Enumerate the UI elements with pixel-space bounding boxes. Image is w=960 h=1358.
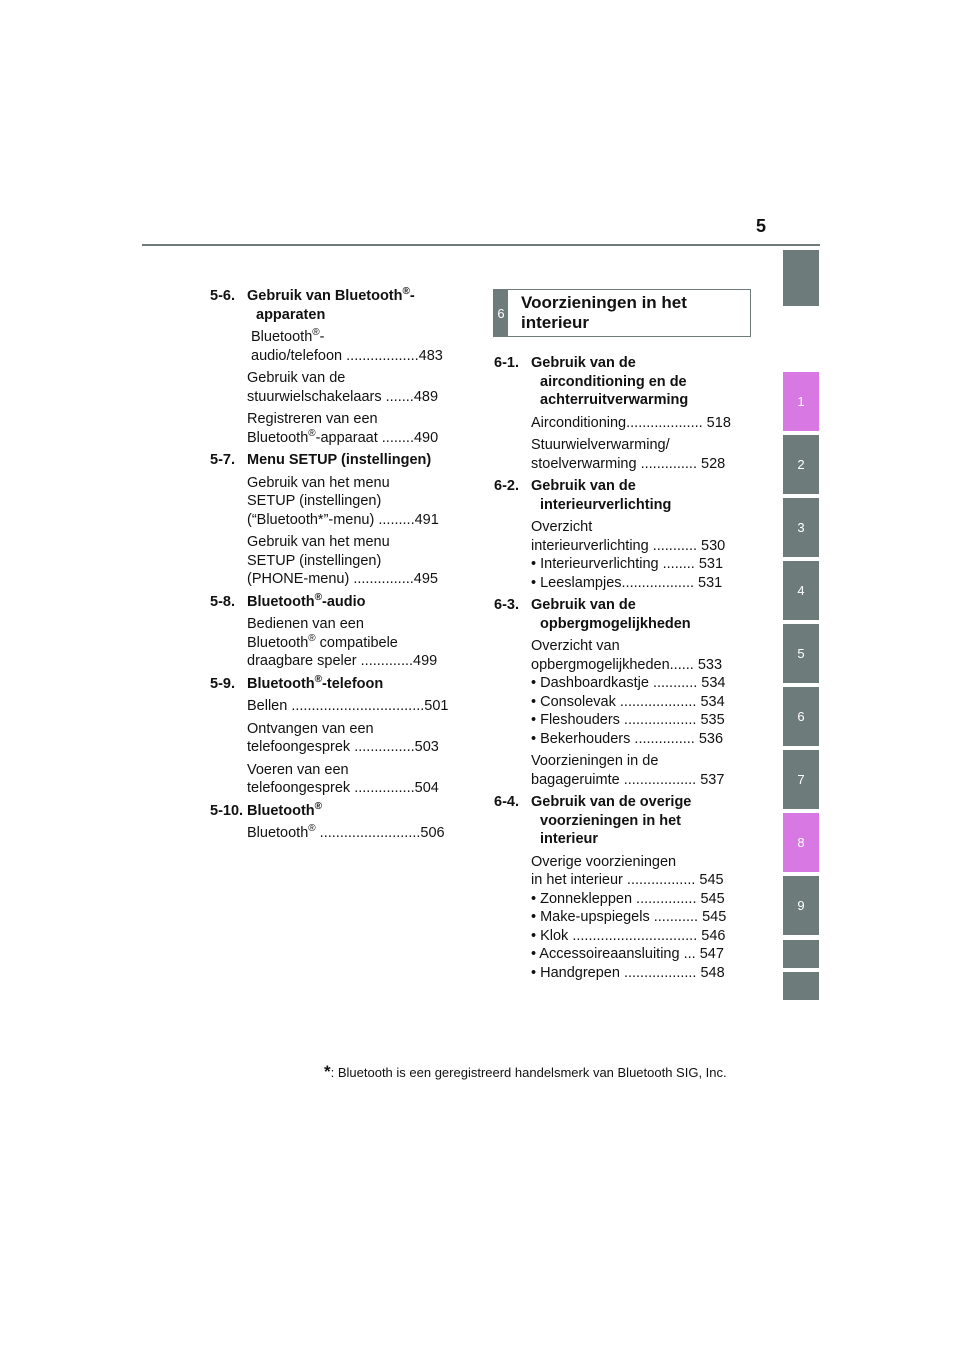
- toc-entry[interactable]: Gebruik van de stuurwielschakelaars .......489: [247, 370, 439, 405]
- section-title: Gebruik van de overige voorzieningen in het interieur: [531, 794, 692, 847]
- section-title: Gebruik van de interieurverlichting: [531, 478, 672, 513]
- section-tab-9[interactable]: 9: [783, 876, 819, 935]
- toc-entry[interactable]: Ontvangen van een telefoongesprek ...............503: [247, 720, 439, 755]
- toc-section-6-4[interactable]: [494, 793, 742, 849]
- section-title: Bluetooth®: [247, 800, 323, 819]
- toc-entry[interactable]: Overzicht van opbergmogelijkheden...... 533 • Dashboardkastje ........... 534 • Consolevak ................... 534 • Fleshouders .................. 535 • Bekerhouders ............... 536: [531, 638, 726, 747]
- section-tab-blank-bottom-1: [783, 940, 819, 968]
- toc-entry[interactable]: Gebruik van het menu SETUP (instellingen) (“Bluetooth*”-menu) .........491: [247, 474, 439, 528]
- section-tab-blank-bottom-2: [783, 972, 819, 1000]
- section-title: Bluetooth®-audio: [247, 591, 366, 610]
- section-tab-4[interactable]: 4: [783, 561, 819, 620]
- toc-right-column: [494, 354, 742, 986]
- section-tab-5[interactable]: 5: [783, 624, 819, 683]
- section-title: Menu SETUP (instellingen): [247, 452, 432, 468]
- section-number: 5-10.: [210, 802, 244, 819]
- toc-section-6-2[interactable]: [494, 477, 742, 514]
- toc-entry[interactable]: Bluetooth®- audio/telefoon ..................483: [251, 327, 443, 364]
- section-number: 6-2.: [494, 478, 519, 494]
- section-number: 5-8.: [210, 593, 235, 610]
- section-title: Gebruik van de airconditioning en de achterruitverwarming: [531, 355, 689, 408]
- toc-entry[interactable]: Voorzieningen in de bagageruimte .................. 537: [531, 753, 725, 788]
- toc-entry[interactable]: Voeren van een telefoongesprek ...............504: [247, 761, 439, 796]
- toc-section-5-7[interactable]: [210, 451, 460, 470]
- footnote: [324, 1062, 727, 1082]
- toc-entry[interactable]: Gebruik van het menu SETUP (instellingen) (PHONE-menu) ...............495: [247, 534, 438, 587]
- toc-entry[interactable]: Registreren van een Bluetooth®-apparaat ........490: [247, 411, 439, 446]
- toc-section-5-10[interactable]: [210, 802, 460, 821]
- footnote-asterisk: *: [324, 1062, 331, 1081]
- page-number: 5: [756, 216, 767, 236]
- toc-section-6-3[interactable]: [494, 596, 742, 633]
- toc-entry[interactable]: Stuurwielverwarming/ stoelverwarming .............. 528: [531, 437, 726, 472]
- toc-left-column: [210, 287, 460, 847]
- section-number: 5-9.: [210, 675, 235, 692]
- section-title: Gebruik van de opbergmogelijkheden: [531, 597, 691, 632]
- section-title: Bluetooth®-telefoon: [247, 673, 384, 692]
- toc-entry[interactable]: Bellen .................................501: [247, 698, 449, 714]
- section-title: Gebruik van Bluetooth®- apparaten: [247, 286, 415, 323]
- section-tab-7[interactable]: 7: [783, 750, 819, 809]
- toc-section-5-8[interactable]: [210, 593, 460, 612]
- top-rule: [142, 244, 820, 246]
- toc-section-5-6[interactable]: [210, 287, 460, 324]
- chapter-header-box: [493, 289, 751, 337]
- section-number: 5-6.: [210, 288, 235, 304]
- footnote-text: : Bluetooth is een geregistreerd handelsmerk van Bluetooth SIG, Inc.: [330, 1065, 727, 1080]
- section-number: 6-1.: [494, 355, 519, 371]
- section-tab-6[interactable]: 6: [783, 687, 819, 746]
- chapter-number: 6: [494, 290, 508, 336]
- toc-section-5-9[interactable]: [210, 675, 460, 694]
- toc-entry[interactable]: Airconditioning................... 518: [531, 414, 731, 431]
- toc-entry[interactable]: Bluetooth® .........................506: [247, 823, 445, 841]
- toc-entry[interactable]: Bedienen van een Bluetooth® compatibele draagbare speler .............499: [247, 616, 438, 669]
- section-tab-8[interactable]: 8: [783, 813, 819, 872]
- section-tab-1[interactable]: 1: [783, 372, 819, 431]
- toc-entry[interactable]: Overige voorzieningen in het interieur ................. 545 • Zonnekleppen ............... 545 • Make-upspiegels ........... 545 • Klok ............................... 546 • Accessoireaansluiting ... 547 • Handgrepen .................. 548: [531, 853, 727, 981]
- toc-section-6-1[interactable]: [494, 354, 742, 410]
- chapter-title: Voorzieningen in het interieur: [521, 293, 687, 332]
- section-number: 6-4.: [494, 794, 519, 810]
- section-number: 6-3.: [494, 597, 519, 613]
- section-tab-2[interactable]: 2: [783, 435, 819, 494]
- section-number: 5-7.: [210, 452, 235, 468]
- section-tab-3[interactable]: 3: [783, 498, 819, 557]
- toc-entry[interactable]: Overzicht interieurverlichting ........... 530 • Interieurverlichting ........ 531 • Leeslampjes.................. 531: [531, 519, 726, 591]
- section-tab-blank-top: [783, 250, 819, 306]
